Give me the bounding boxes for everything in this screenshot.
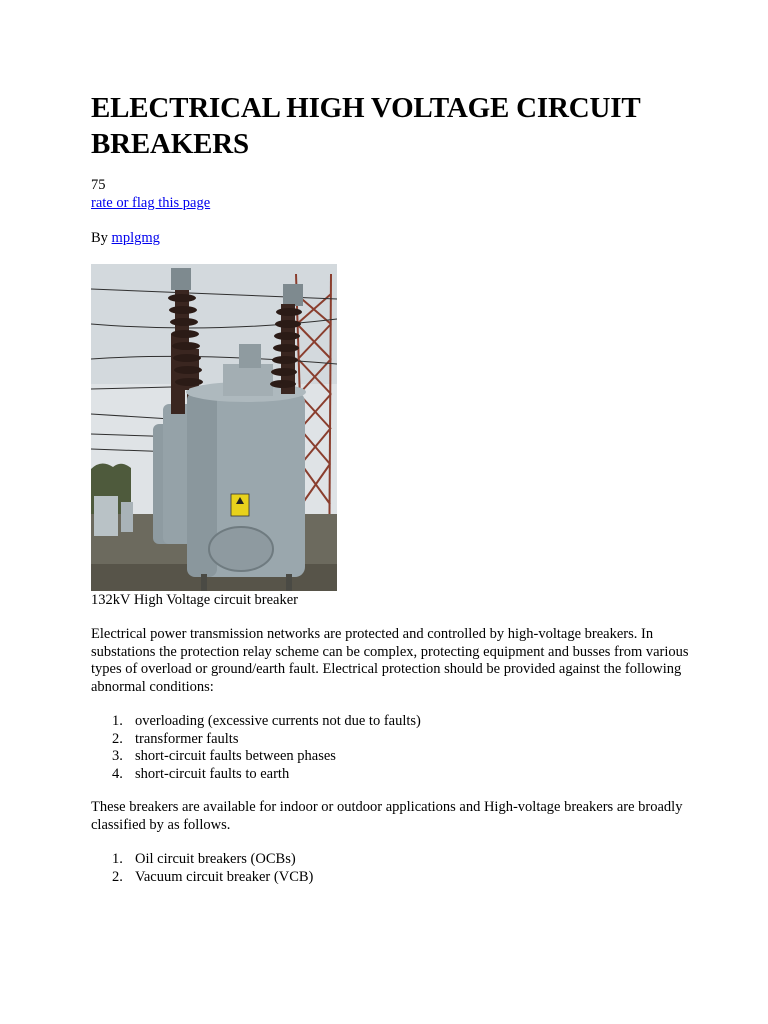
list-item: 1. overloading (excessive currents not due to faults)	[112, 713, 421, 729]
author-link[interactable]: mplgmg	[111, 230, 160, 246]
list-item: 2. Vacuum circuit breaker (VCB)	[112, 868, 314, 885]
rating-count: 75	[91, 177, 106, 193]
classification-paragraph: These breakers are available for indoor or outdoor applications and High-voltage breakers are broadly classified by as follows.	[91, 799, 683, 833]
abnormal-conditions-list	[91, 713, 421, 783]
intro-paragraph: Electrical power transmission networks are protected and controlled by high-voltage breakers. In substations the protection relay scheme can be complex, protecting equipment and busses from various types of overload or ground/earth fault. Electrical protection should be provided against the following abnormal conditions:	[91, 626, 689, 695]
list-item: 1. Oil circuit breakers (OCBs)	[112, 851, 296, 867]
circuit-breaker-photo	[91, 264, 337, 591]
list-item: 4. short-circuit faults to earth	[112, 765, 290, 782]
byline	[91, 230, 160, 248]
list-item: 2. transformer faults	[112, 730, 239, 747]
image-caption: 132kV High Voltage circuit breaker	[91, 592, 298, 608]
list-item: 3. short-circuit faults between phases	[112, 748, 336, 764]
page-title: ELECTRICAL HIGH VOLTAGE CIRCUIT BREAKERS	[91, 92, 640, 160]
rate-or-flag-link[interactable]: rate or flag this page	[91, 195, 211, 211]
breaker-types-list	[91, 851, 313, 886]
by-prefix: By	[91, 230, 112, 246]
